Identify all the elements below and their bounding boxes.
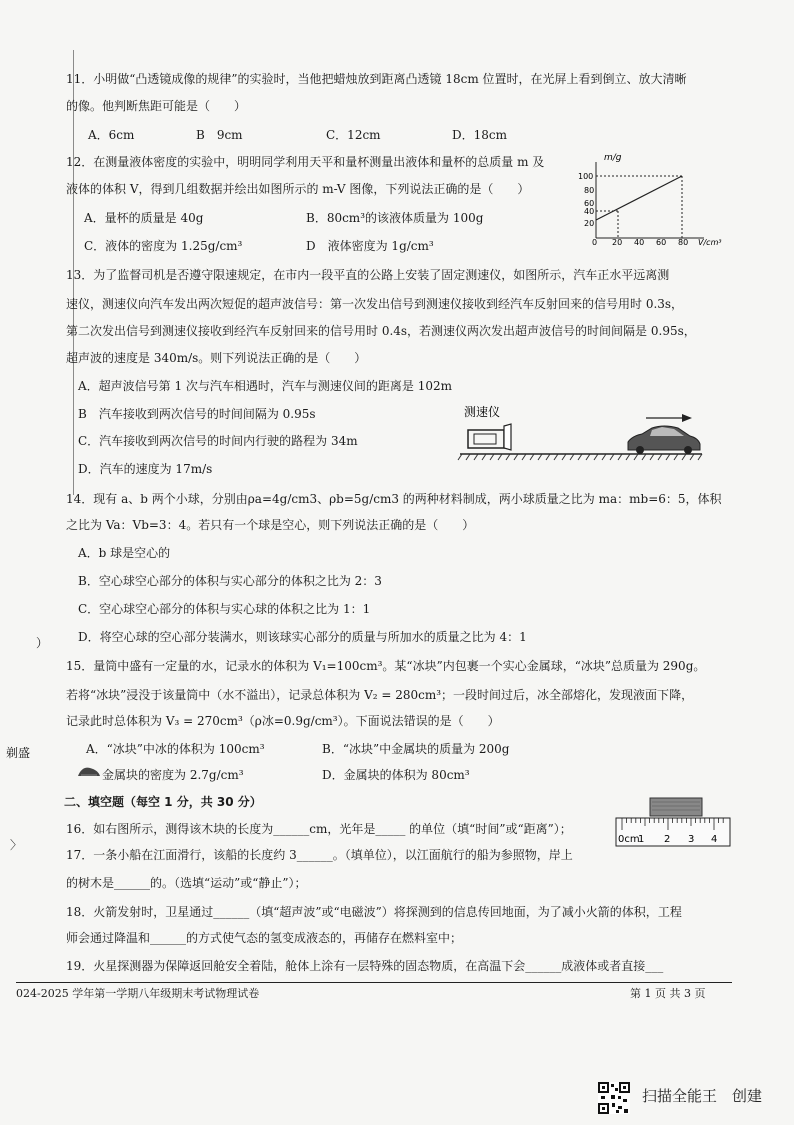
graph-y-tick-80: 80	[584, 186, 595, 195]
q16-line: 16．如右图所示，测得该木块的长度为______cm，光年是_____ 的单位（填“时间”或“距离”）；	[66, 822, 572, 836]
q11-option-c: C．12cm	[326, 128, 381, 142]
q12-line2: 液体的体积 V，得到几组数据并绘出如图所示的 m-V 图像，下列说法正确的是（ ）	[66, 182, 530, 196]
q12-option-a: A．量杯的质量是 40g	[84, 211, 204, 225]
graph-x-unit: V/cm³	[698, 238, 722, 247]
q15-line3: 记录此时总体积为 V₃ = 270cm³（ρ冰=0.9g/cm³）。下面说法错误的是（ ）	[66, 714, 500, 728]
q14-option-d: D．将空心球的空心部分装满水，则该球实心部分的质量与所加水的质量之比为 4：1	[78, 630, 527, 644]
ground-hatching	[458, 454, 702, 460]
margin-mark-1: ）	[36, 636, 49, 650]
speed-camera-label: 测速仪	[464, 405, 501, 419]
q13-option-d: D．汽车的速度为 17m/s	[78, 462, 213, 476]
graph-y-unit: m/g	[604, 153, 622, 163]
q14-option-a: A．b 球是空心的	[78, 546, 171, 560]
ruler-unit-label: 0cm	[618, 834, 640, 845]
qr-code-icon	[598, 1082, 630, 1114]
q15-line1: 15．量筒中盛有一定量的水，记录水的体积为 V₁=100cm³。某“冰块”内包裹一个实心金属球，“冰块”总质量为 290g。	[66, 659, 706, 673]
q18-line2: 师会通过降温和______的方式使气态的氢变成液态的，再储存在燃料室中；	[66, 931, 463, 945]
speed-camera-body	[468, 430, 504, 448]
speed-camera-figure	[456, 402, 718, 464]
q13-option-b: B 汽车接收到两次信号的时间间隔为 0.95s	[78, 407, 316, 421]
footer-rule	[16, 982, 732, 983]
graph-x-tick-60: 60	[656, 238, 667, 247]
footer-exam-title: 024-2025 学年第一学期八年级期末考试物理试卷	[16, 987, 260, 1000]
graph-y-tick-60: 60	[584, 199, 595, 208]
q11-option-b: B 9cm	[196, 128, 243, 142]
arrow-right-icon	[646, 414, 692, 422]
graph-y-tick-40: 40	[584, 207, 595, 216]
q14-option-c: C．空心球空心部分的体积与实心球的体积之比为 1：1	[78, 602, 371, 616]
q15-option-a: A．“冰块”中冰的体积为 100cm³	[86, 742, 265, 756]
q13-line2: 速仪，测速仪向汽车发出两次短促的超声波信号：第一次发出信号到测速仪接收到经汽车反射回来的信号用时 0.3s，	[66, 297, 684, 311]
footer-page-number: 第 1 页 共 3 页	[630, 987, 706, 1000]
speed-camera-emitter	[504, 424, 511, 450]
q15-option-d: D．金属块的体积为 80cm³	[322, 768, 470, 782]
ruler-figure	[614, 796, 734, 852]
q14-line2: 之比为 Va：Vb=3：4。若只有一个球是空心，则下列说法正确的是（ ）	[66, 518, 475, 532]
graph-x-tick-20: 20	[612, 238, 623, 247]
wood-block	[650, 798, 702, 816]
q11-option-d: D．18cm	[452, 128, 507, 142]
q13-option-c: C．汽车接收到两次信号的时间内行驶的路程为 34m	[78, 434, 358, 448]
q13-line1: 13．为了监督司机是否遵守限速规定，在市内一段平直的公路上安装了固定测速仪，如图所示，汽车正水平远离测	[66, 268, 670, 282]
q18-line1: 18．火箭发射时，卫星通过______（填“超声波”或“电磁波”）将探测到的信息传回地面，为了减小火箭的体积，工程	[66, 905, 682, 919]
ruler-tick-3: 3	[688, 834, 695, 845]
section-2-heading: 二、填空题（每空 1 分，共 30 分）	[64, 795, 262, 809]
q15-option-c: 金属块的密度为 2.7g/cm³	[102, 768, 244, 782]
q12-option-b: B．80cm³的该液体质量为 100g	[306, 211, 484, 225]
q11-line1: 11．小明做“凸透镜成像的规律”的实验时，当他把蜡烛放到距离凸透镜 18cm 位置时，在光屏上看到倒立、放大清晰	[66, 72, 687, 86]
q12-line1: 12．在测量液体密度的实验中，明明同学利用天平和量杯测量出液体和量杯的总质量 m 及	[66, 155, 545, 169]
graph-x-tick-80: 80	[678, 238, 689, 247]
q12-option-d: D 液体密度为 1g/cm³	[306, 239, 434, 253]
q13-line4: 超声波的速度是 340m/s。则下列说法正确的是（ ）	[66, 351, 367, 365]
q17-line2: 的树木是______的。（选填“运动”或“静止”）；	[66, 876, 307, 890]
graph-x-tick-0: 0	[592, 238, 598, 247]
graph-y-tick-20: 20	[584, 219, 595, 228]
q19-line: 19．火星探测器为保障返回舱安全着陆，舱体上涂有一层特殊的固态物质，在高温下会______成液体或者直接___	[66, 959, 664, 973]
q17-line1: 17．一条小船在江面滑行，该船的长度约 3______。（填单位），以江面航行的船为参照物，岸上	[66, 848, 573, 862]
q13-line3: 第二次发出信号到测速仪接收到经汽车反射回来的信号用时 0.4s，若测速仪两次发出超声波信号的时间间隔是 0.95s，	[66, 324, 696, 338]
q14-option-b: B．空心球空心部分的体积与实心部分的体积之比为 2：3	[78, 574, 382, 588]
q15-option-b: B．“冰块”中金属块的质量为 200g	[322, 742, 510, 756]
graph-y-tick-100: 100	[578, 172, 594, 181]
scanner-watermark: 扫描全能王 创建	[642, 1087, 763, 1105]
q13-option-a: A．超声波信号第 1 次与汽车相遇时，汽车与测速仪间的距离是 102m	[78, 379, 453, 393]
q11-line2: 的像。他判断焦距可能是（ ）	[66, 99, 247, 113]
graph-x-tick-40: 40	[634, 238, 645, 247]
ruler-tick-2: 2	[664, 834, 671, 845]
margin-mark-2: 剃盛	[6, 746, 31, 760]
car-icon	[628, 426, 700, 454]
q15-line2: 若将“冰块”浸没于该量筒中（水不溢出），记录总体积为 V₂ = 280cm³；一段时间过后，冰全部熔化，发现液面下降，	[66, 688, 694, 702]
graph-line	[596, 176, 682, 220]
ink-smudge-icon	[76, 764, 102, 780]
ruler-tick-1: 1	[638, 834, 645, 845]
speed-camera-lens	[474, 434, 496, 444]
q14-line1: 14．现有 a、b 两个小球，分别由ρa=4g/cm3、ρb=5g/cm3 的两种材料制成，两小球质量之比为 ma：mb=6：5，体积	[66, 492, 722, 506]
q12-option-c: C．液体的密度为 1.25g/cm³	[84, 239, 243, 253]
q11-option-a: A．6cm	[88, 128, 135, 142]
ruler-tick-4: 4	[711, 834, 718, 845]
margin-mark-3: 〉	[10, 838, 23, 852]
m-v-graph	[574, 148, 724, 248]
